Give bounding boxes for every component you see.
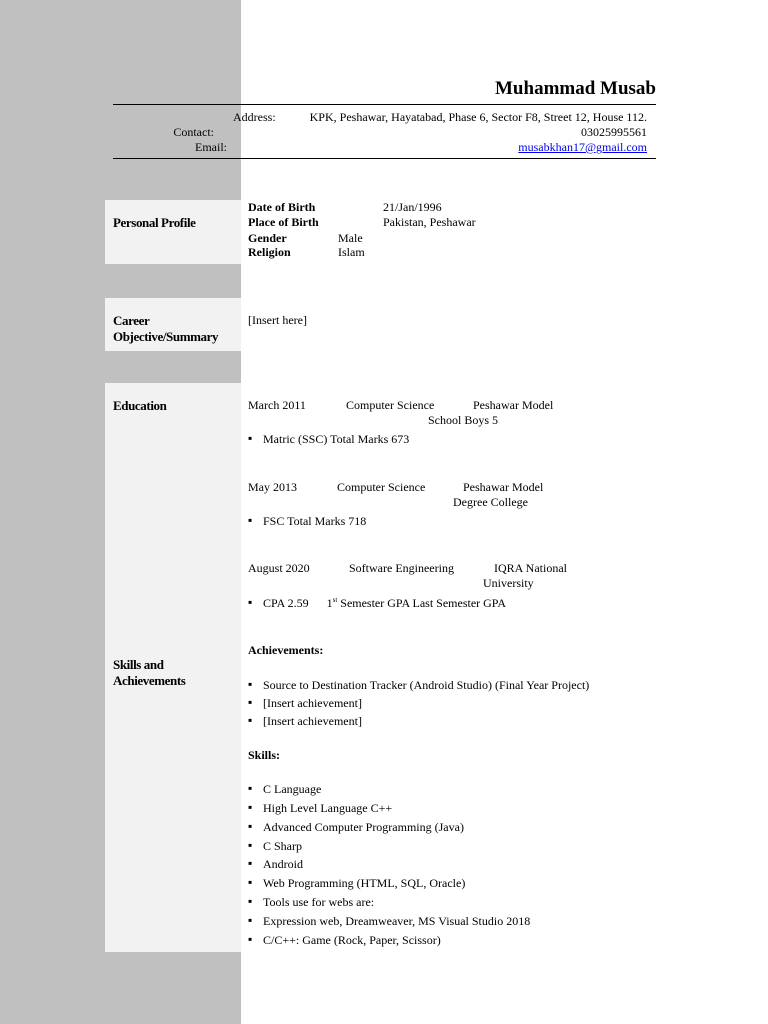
- edu2-inst-line1: Peshawar Model: [463, 480, 544, 494]
- career-label-line2: Objective/Summary: [113, 329, 219, 344]
- address-value: KPK, Peshawar, Hayatabad, Phase 6, Sector F8, Street 12, House 112.: [309, 110, 647, 124]
- skill-item: ▪ Tools use for webs are:: [263, 895, 374, 910]
- education-skills-label-cell: [105, 383, 241, 952]
- edu2-date: May 2013: [248, 480, 297, 494]
- edu3-field: Software Engineering: [349, 561, 454, 575]
- edu3-date: August 2020: [248, 561, 310, 575]
- education-label: Education: [113, 398, 167, 413]
- edu3-semester-sup: st: [332, 596, 338, 604]
- skill-item: ▪ C Language: [263, 782, 321, 797]
- contact-value: 03025995561: [581, 125, 647, 139]
- edu1-inst-line1: Peshawar Model: [473, 398, 554, 412]
- skills-heading: Skills:: [248, 748, 281, 762]
- email-label: Email:: [195, 140, 227, 154]
- address-label: Address:: [233, 110, 276, 124]
- skill-item: ▪ C Sharp: [263, 839, 302, 854]
- achievements-heading: Achievements:: [248, 643, 324, 657]
- edu2-bullet: ▪ FSC Total Marks 718: [263, 514, 366, 529]
- gender-key: Gender: [248, 231, 287, 245]
- pob-key: Place of Birth: [248, 215, 319, 229]
- achievement-item: ▪ [Insert achievement]: [263, 714, 362, 729]
- skill-item: ▪ Advanced Computer Programming (Java): [263, 820, 464, 835]
- skill-item: ▪ High Level Language C++: [263, 801, 392, 816]
- header-top-rule: [113, 104, 656, 105]
- career-label-cell: [105, 298, 241, 351]
- skills-label-line2: Achievements: [113, 673, 186, 688]
- edu2-inst-line2: Degree College: [453, 495, 528, 509]
- religion-key: Religion: [248, 245, 291, 259]
- achievement-item: ▪ [Insert achievement]: [263, 696, 362, 711]
- dob-value: 21/Jan/1996: [383, 200, 442, 214]
- skill-item: ▪ Android: [263, 857, 303, 872]
- edu3-bullet: [263, 596, 506, 611]
- career-text: [Insert here]: [248, 313, 307, 327]
- edu3-inst-line1: IQRA National: [494, 561, 567, 575]
- candidate-name: Muhammad Musab: [495, 78, 656, 99]
- gender-value: Male: [338, 231, 363, 245]
- edu3-cpa: CPA 2.59: [263, 596, 309, 610]
- edu3-semester-num: 1: [326, 596, 333, 610]
- dob-key: Date of Birth: [248, 200, 316, 214]
- skill-item: ▪ Web Programming (HTML, SQL, Oracle): [263, 876, 465, 891]
- achievement-item: ▪ Source to Destination Tracker (Android Studio) (Final Year Project): [263, 678, 589, 693]
- email-link[interactable]: musabkhan17@gmail.com: [518, 140, 647, 154]
- skill-item: ▪ C/C++: Game (Rock, Paper, Scissor): [263, 933, 441, 948]
- edu3-semester-gpa: Semester GPA Last Semester GPA: [337, 596, 507, 610]
- religion-value: Islam: [338, 245, 365, 259]
- contact-label: Contact:: [173, 125, 214, 139]
- career-label-line1: Career: [113, 313, 150, 328]
- personal-profile-label: Personal Profile: [113, 215, 196, 230]
- edu1-bullet: ▪ Matric (SSC) Total Marks 673: [263, 432, 409, 447]
- skill-item: ▪ Expression web, Dreamweaver, MS Visual Studio 2018: [263, 914, 530, 929]
- header-bottom-rule: [113, 158, 656, 159]
- edu1-date: March 2011: [248, 398, 306, 412]
- skills-label-line1: Skills and: [113, 657, 164, 672]
- edu3-inst-line2: University: [483, 576, 534, 590]
- edu2-field: Computer Science: [337, 480, 426, 494]
- personal-profile-label-cell: [105, 200, 241, 264]
- edu1-inst-line2: School Boys 5: [428, 413, 499, 427]
- pob-value: Pakistan, Peshawar: [383, 215, 476, 229]
- edu1-field: Computer Science: [346, 398, 435, 412]
